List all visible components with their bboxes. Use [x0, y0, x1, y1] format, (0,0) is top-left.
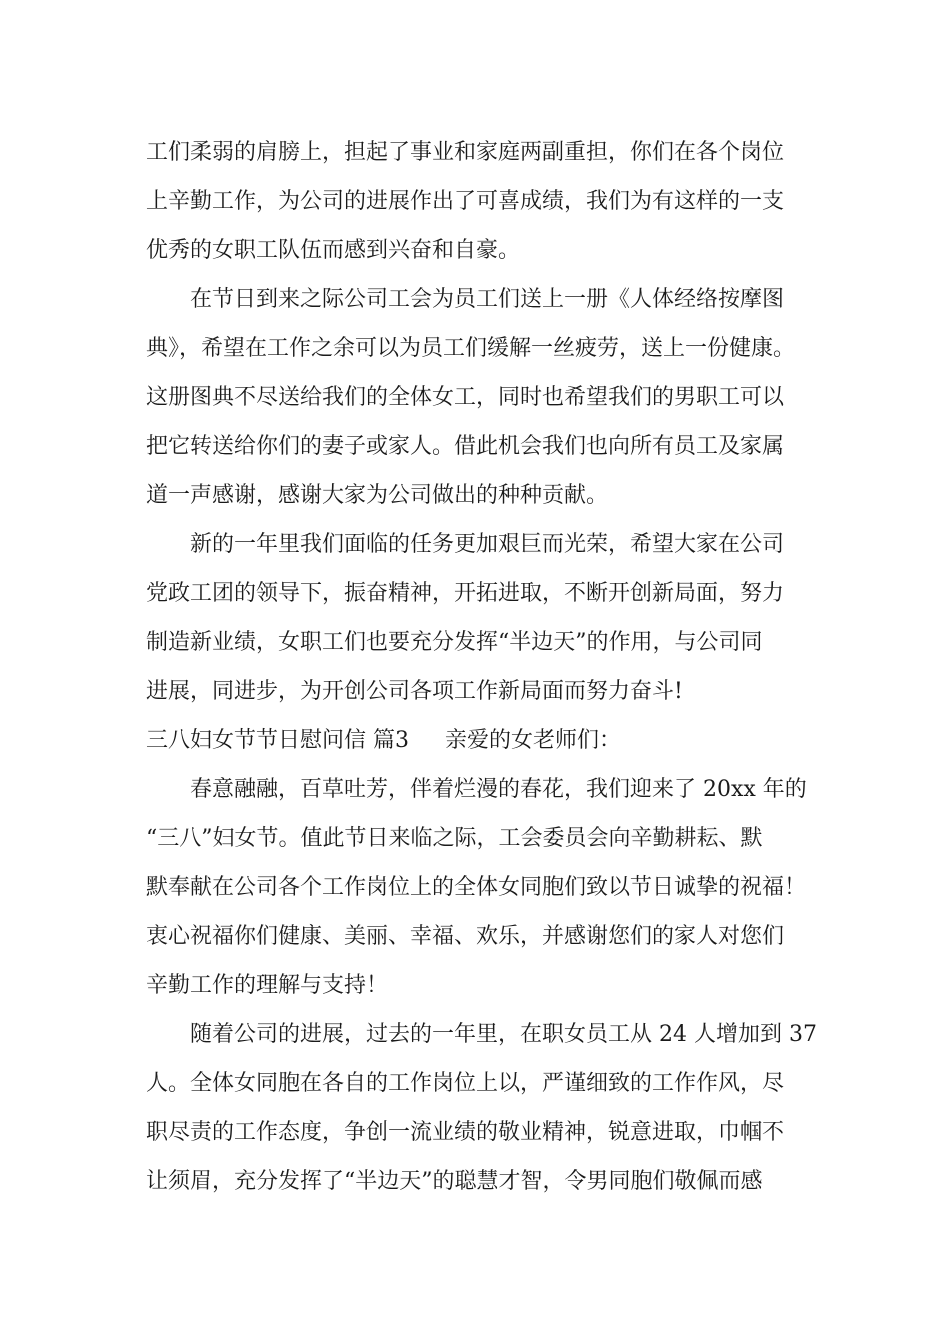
text-line: 新的一年里我们面临的任务更加艰巨而光荣，希望大家在公司 — [190, 532, 785, 557]
text-line: 党政工团的领导下，振奋精神，开拓进取，不断开创新局面，努力 — [146, 581, 785, 606]
paragraph-4 — [146, 765, 816, 1010]
text-line: 道一声感谢，感谢大家为公司做出的种种贡献。 — [146, 483, 609, 508]
text-line: “三八”妇女节。值此节日来临之际，工会委员会向辛勤耕耘、默 — [146, 826, 763, 851]
text-line: 人。全体女同胞在各自的工作岗位上以，严谨细致的工作作风，尽 — [146, 1071, 785, 1096]
text-line: 优秀的女职工队伍而感到兴奋和自豪。 — [146, 238, 521, 263]
paragraph-3 — [146, 520, 816, 716]
text-line: 辛勤工作的理解与支持！ — [146, 973, 389, 998]
text-line: 进展，同进步，为开创公司各项工作新局面而努力奋斗! — [146, 679, 683, 704]
paragraph-2 — [146, 275, 816, 520]
text-line: 这册图典不尽送给我们的全体女工，同时也希望我们的男职工可以 — [146, 385, 785, 410]
section-title: 三八妇女节节日慰问信 篇3 — [146, 728, 409, 753]
text-line: 衷心祝福你们健康、美丽、幸福、欢乐，并感谢您们的家人对您们 — [146, 924, 785, 949]
paragraph-5 — [146, 1010, 816, 1206]
text-line: 春意融融，百草吐芳，伴着烂漫的春花，我们迎来了 20xx 年的 — [190, 777, 807, 802]
text-line: 默奉献在公司各个工作岗位上的全体女同胞们致以节日诚挚的祝福！ — [146, 875, 807, 900]
text-line: 把它转送给你们的妻子或家人。借此机会我们也向所有员工及家属 — [146, 434, 785, 459]
text-line: 上辛勤工作，为公司的进展作出了可喜成绩，我们为有这样的一支 — [146, 189, 785, 214]
text-line: 工们柔弱的肩膀上，担起了事业和家庭两副重担，你们在各个岗位 — [146, 140, 785, 165]
section-heading — [146, 716, 816, 765]
paragraph-1 — [146, 128, 816, 275]
document-body — [146, 128, 816, 1206]
text-line: 职尽责的工作态度，争创一流业绩的敬业精神，锐意进取，巾帼不 — [146, 1120, 785, 1145]
salutation: 亲爱的女老师们： — [445, 728, 622, 753]
text-line: 让须眉，充分发挥了“半边天”的聪慧才智，令男同胞们敬佩而感 — [146, 1169, 763, 1194]
text-line: 随着公司的进展，过去的一年里，在职女员工从 24 人增加到 37 — [190, 1022, 817, 1047]
text-line: 在节日到来之际公司工会为员工们送上一册《人体经络按摩图 — [190, 287, 785, 312]
text-line: 典》，希望在工作之余可以为员工们缓解一丝疲劳，送上一份健康。 — [146, 336, 796, 361]
text-line: 制造新业绩，女职工们也要充分发挥“半边天”的作用，与公司同 — [146, 630, 763, 655]
